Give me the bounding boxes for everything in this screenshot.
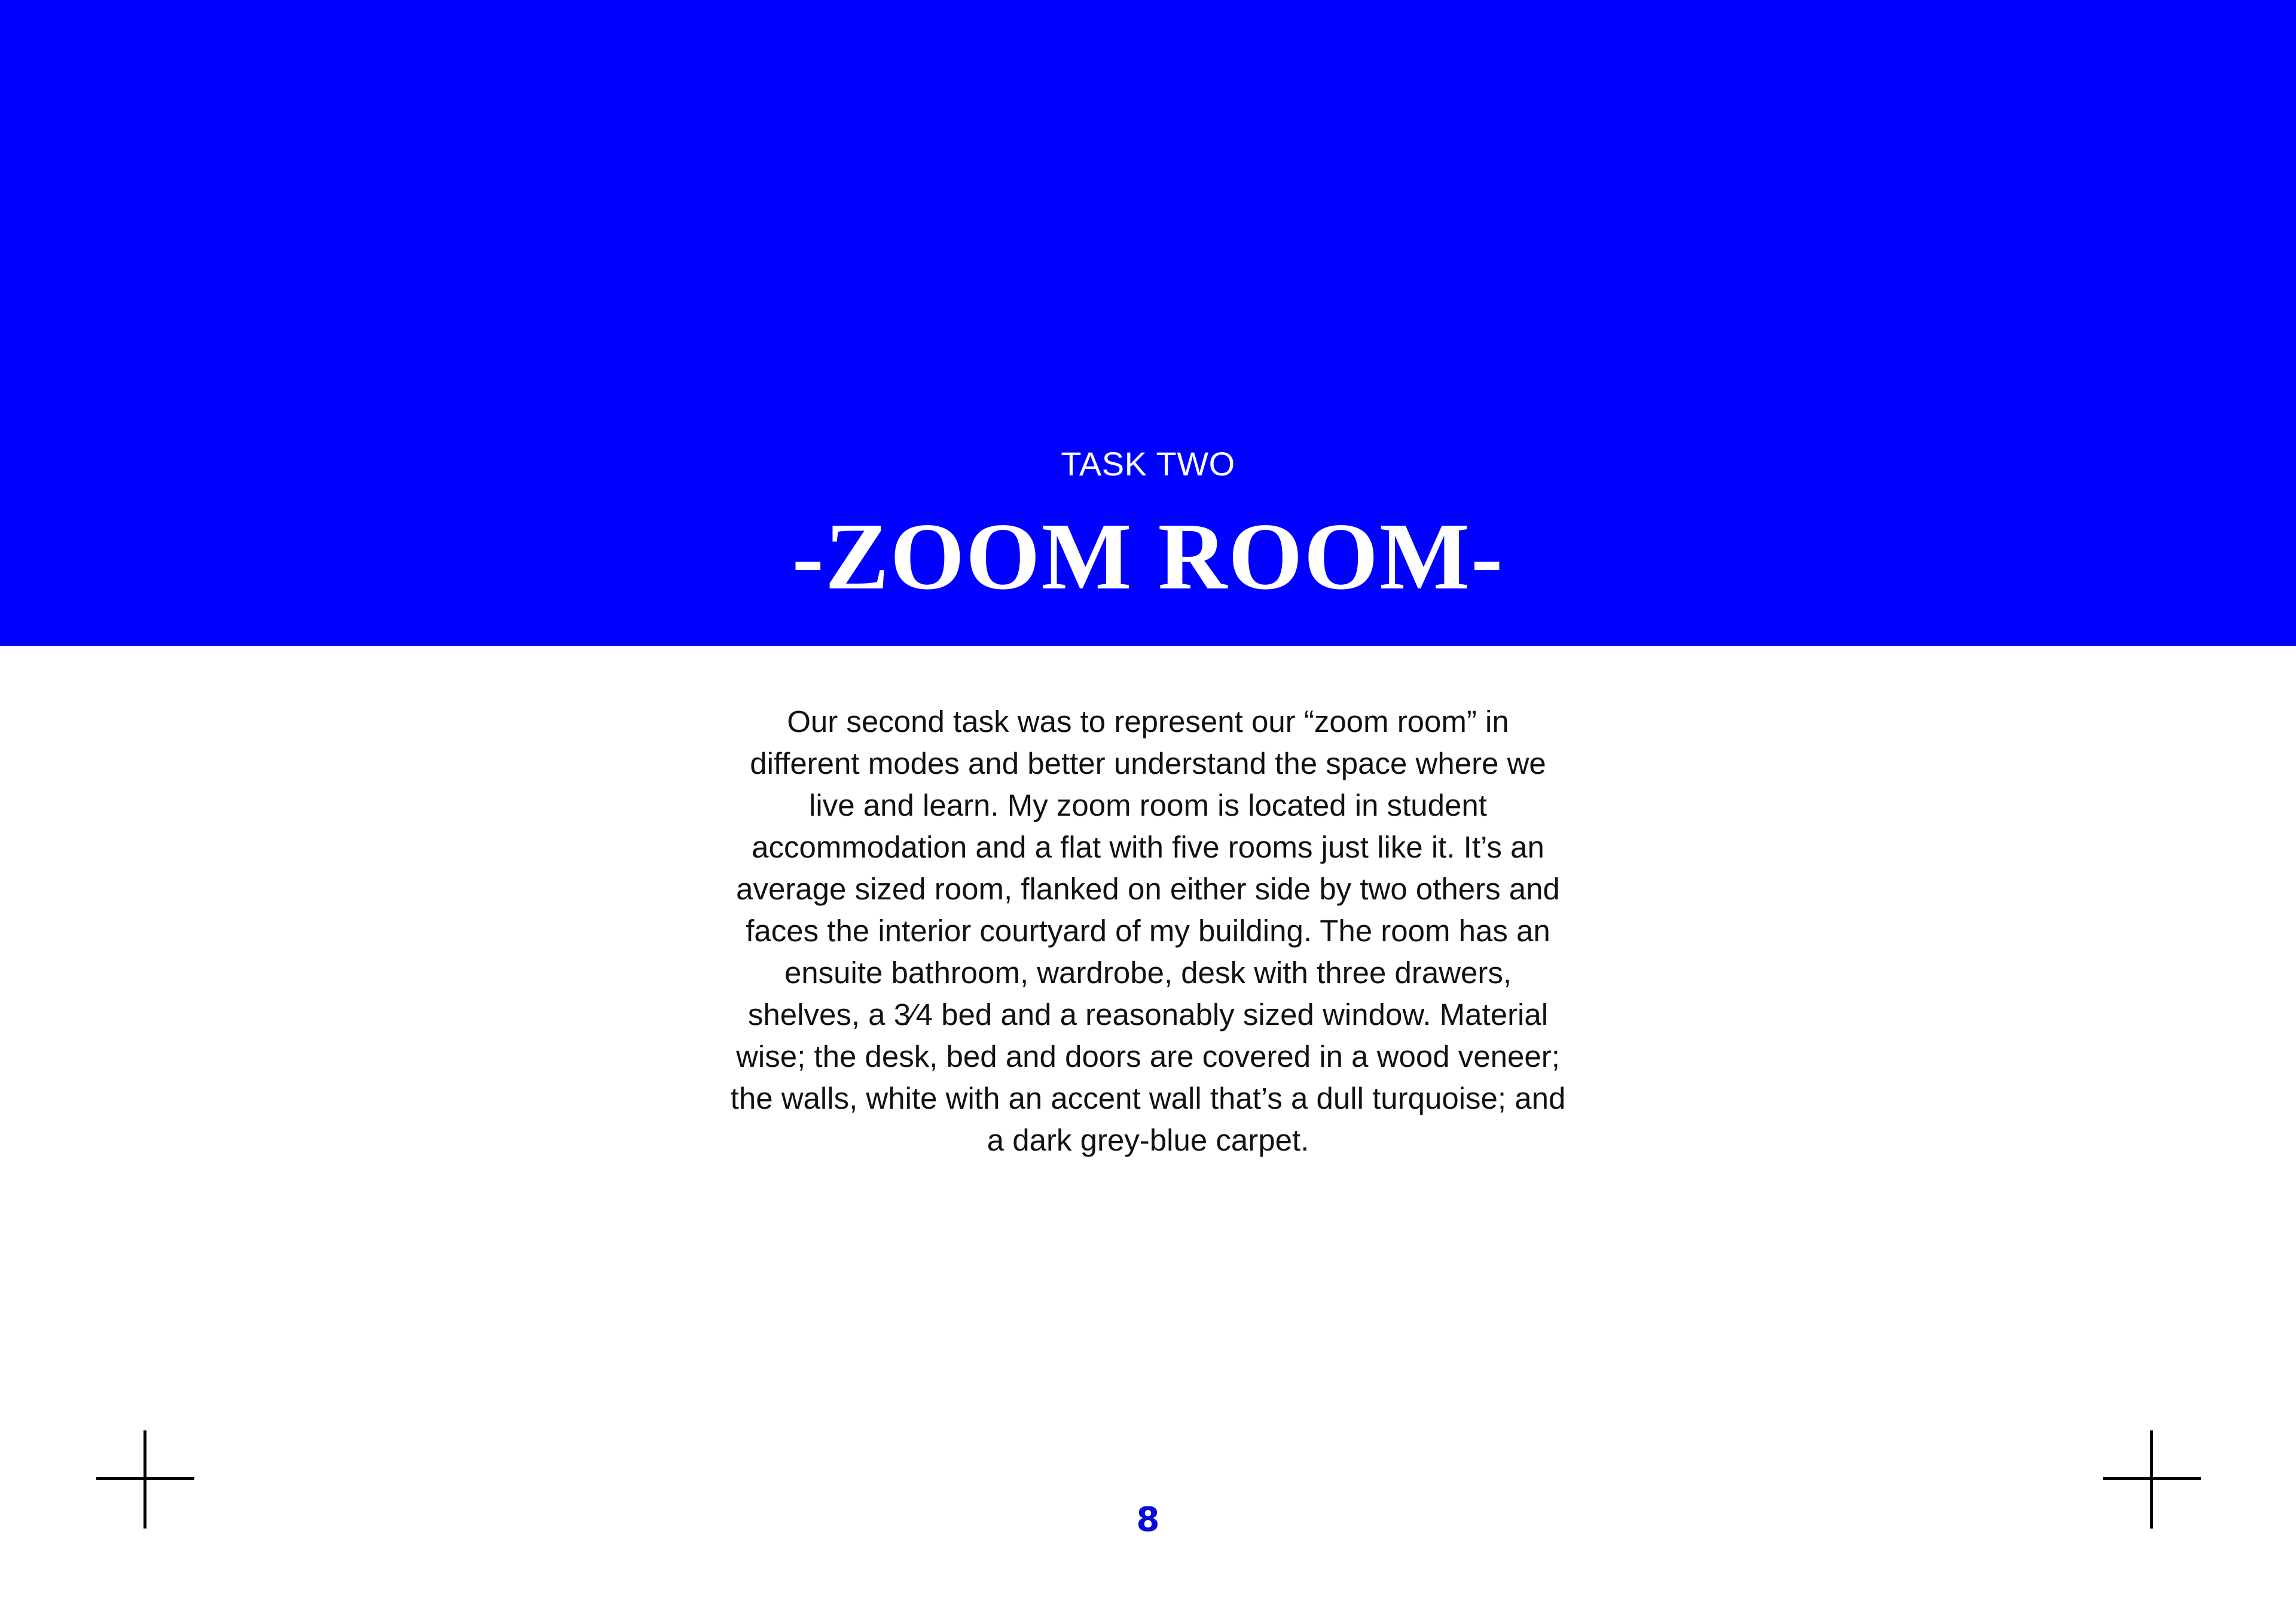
page-number: 8 [1136,1500,1160,1539]
page-title: -ZOOM ROOM- [792,503,1504,609]
body-paragraph: Our second task was to represent our “zoom room” in different modes and better understand the space where we live and learn. My zoom room is located in student accommodation and a flat with five rooms just like it. It’s an average sized room, flanked on either side by two others and faces the interior courtyard of my building. The room has an ensuite bathroom, wardrobe, desk with three drawers, shelves, a 3⁄4 bed and a reasonably sized window. Material wise; the desk, bed and doors are covered in a wood veneer; the walls, white with an accent wall that’s a dull turquoise; and a dark grey-blue carpet. [730,704,1566,1157]
task-label: TASK TWO [1061,445,1235,483]
header-banner [0,0,2296,646]
